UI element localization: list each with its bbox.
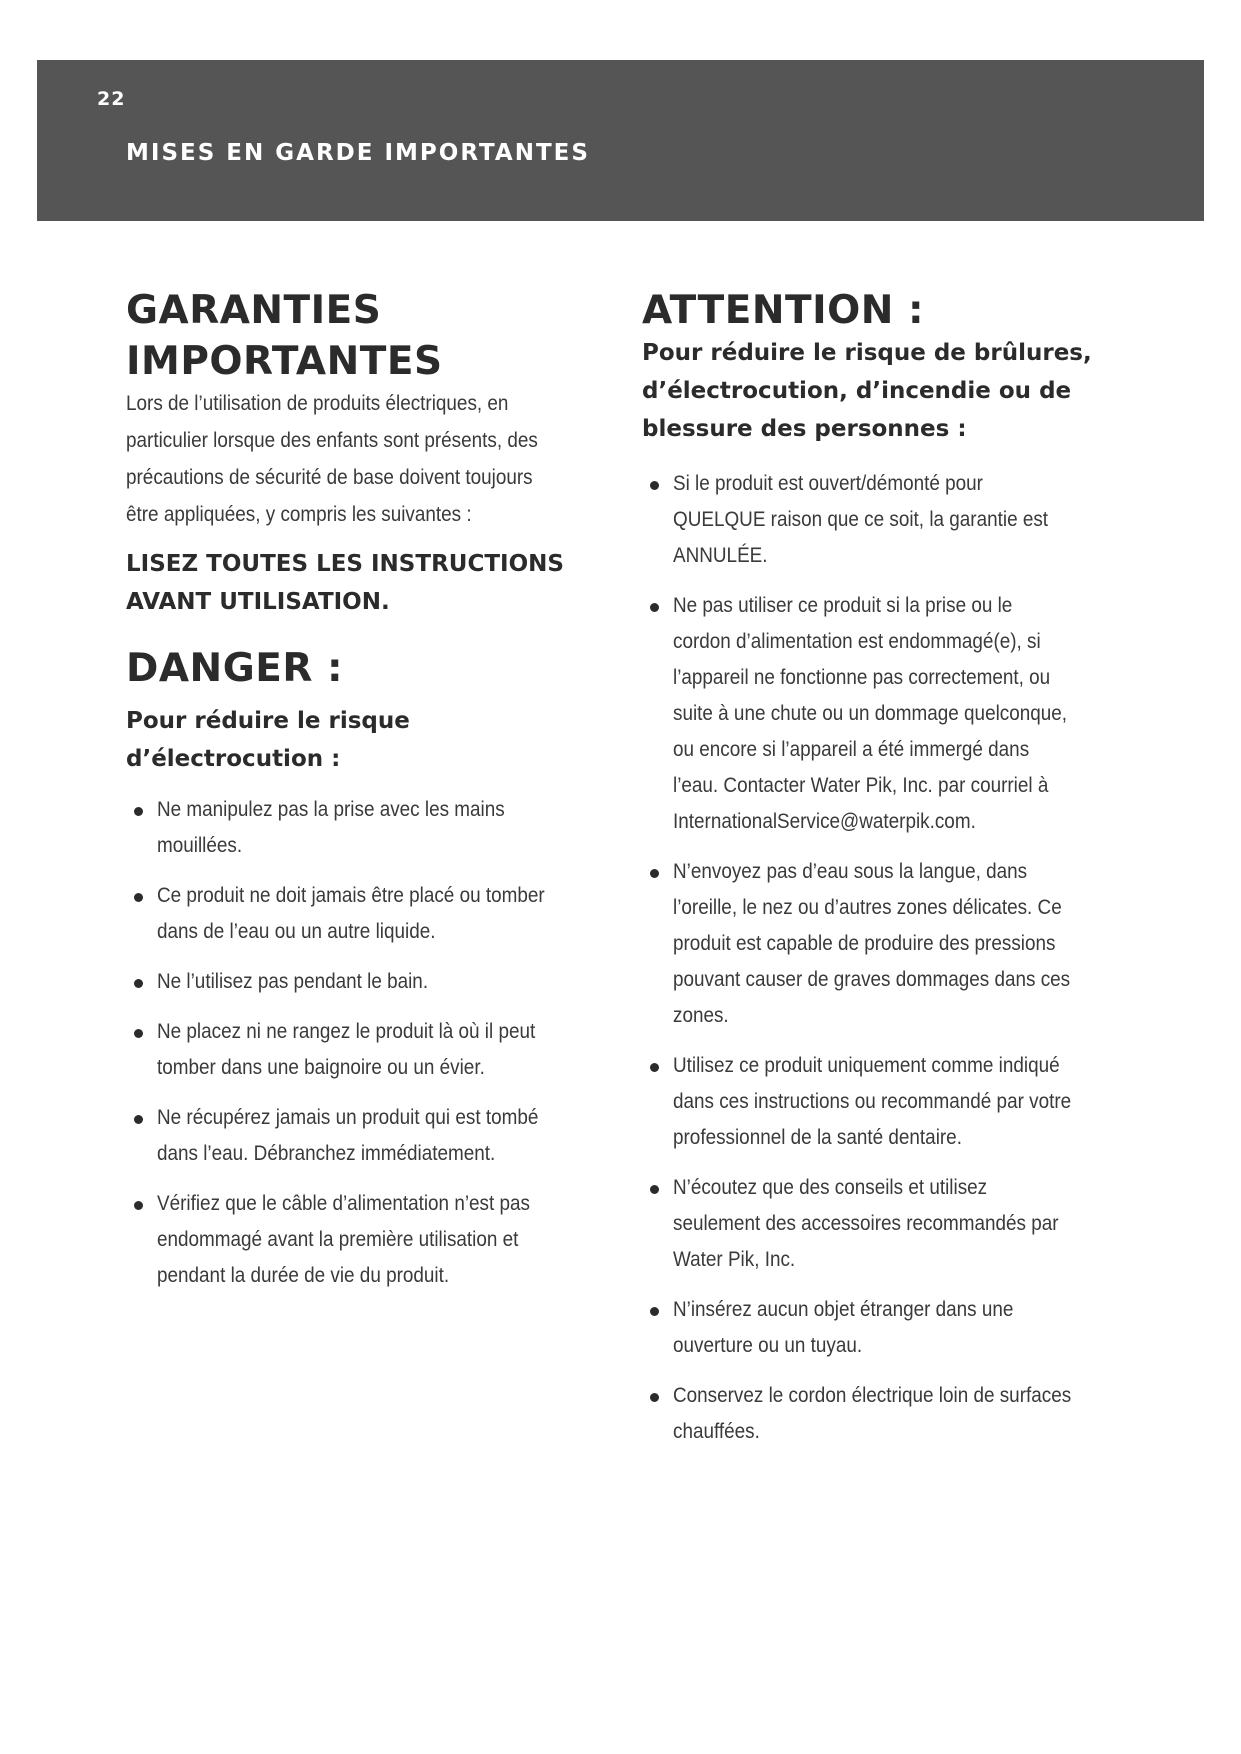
list-item-text [673, 1378, 1112, 1450]
attention-subtitle-line: d’électrocution, d’incendie ou de [642, 378, 1072, 404]
page-number: 22 [97, 88, 126, 110]
list-item-line: Ne l’utilisez pas pendant le bain. [157, 970, 429, 993]
list-item-text [157, 1186, 616, 1294]
list-item [642, 1292, 1112, 1364]
list-item-line: suite à une chute ou un dommage quelconque, [673, 702, 1068, 725]
read-instructions-line: LISEZ TOUTES LES INSTRUCTIONS [126, 551, 564, 577]
list-item-line: mouillées. [157, 834, 243, 857]
list-item-line: ouverture ou un tuyau. [673, 1334, 863, 1357]
danger-subtitle-line: Pour réduire le risque [126, 708, 410, 734]
list-item-line: produit est capable de produire des pressions [673, 932, 1056, 955]
list-item-line: cordon d’alimentation est endommagé(e), si [673, 630, 1041, 653]
bullet-icon [134, 893, 143, 902]
safeguards-title-line: GARANTIES [126, 288, 382, 333]
danger-list [126, 792, 616, 1294]
list-item-text [157, 878, 616, 950]
list-item-line: Si le produit est ouvert/démonté pour [673, 472, 983, 495]
attention-list [642, 466, 1112, 1450]
list-item-text [673, 466, 1112, 574]
list-item [642, 854, 1112, 1034]
list-item [126, 792, 616, 864]
list-item-line: chauffées. [673, 1420, 760, 1443]
list-item-line: l’oreille, le nez ou d’autres zones délicates. Ce [673, 896, 1062, 919]
bullet-icon [134, 1029, 143, 1038]
list-item-line: Ne pas utiliser ce produit si la prise ou le [673, 594, 1013, 617]
intro-line: être appliquées, y compris les suivantes : [126, 503, 472, 526]
list-item-line: N’écoutez que des conseils et utilisez [673, 1176, 988, 1199]
list-item-line: Vérifiez que le câble d’alimentation n’est pas [157, 1192, 530, 1215]
bullet-icon [650, 869, 659, 878]
bullet-icon [650, 603, 659, 612]
list-item [642, 1048, 1112, 1156]
bullet-icon [650, 1393, 659, 1402]
list-item [126, 964, 616, 1000]
list-item-line: Water Pik, Inc. [673, 1248, 796, 1271]
list-item-line: Ne manipulez pas la prise avec les mains [157, 798, 505, 821]
list-item-line: endommagé avant la première utilisation et [157, 1228, 519, 1251]
list-item-line: QUELQUE raison que ce soit, la garantie est [673, 508, 1049, 531]
list-item-line: pouvant causer de graves dommages dans ces [673, 968, 1071, 991]
attention-subtitle-line: blessure des personnes : [642, 416, 967, 442]
list-item-line: pendant la durée de vie du produit. [157, 1264, 450, 1287]
bullet-icon [134, 979, 143, 988]
list-item-text [157, 1100, 616, 1172]
read-instructions-line: AVANT UTILISATION. [126, 589, 390, 615]
list-item-line: Utilisez ce produit uniquement comme indiqué [673, 1054, 1060, 1077]
attention-subtitle-line: Pour réduire le risque de brûlures, [642, 340, 1092, 366]
safeguards-title [126, 285, 616, 387]
list-item-line: professionnel de la santé dentaire. [673, 1126, 962, 1149]
list-item-line: N’insérez aucun objet étranger dans une [673, 1298, 1014, 1321]
list-item [126, 1014, 616, 1086]
list-item-line: ANNULÉE. [673, 544, 768, 567]
header-band [37, 60, 1204, 221]
list-item-line: tomber dans une baignoire ou un évier. [157, 1056, 485, 1079]
list-item-text [673, 588, 1112, 840]
section-title: MISES EN GARDE IMPORTANTES [126, 140, 590, 166]
list-item [642, 1170, 1112, 1278]
list-item-text [157, 964, 616, 1000]
danger-title: DANGER : [126, 646, 344, 691]
bullet-icon [134, 807, 143, 816]
list-item-line: N’envoyez pas d’eau sous la langue, dans [673, 860, 1028, 883]
danger-subtitle [126, 702, 616, 778]
list-item-line: Ne récupérez jamais un produit qui est tombé [157, 1106, 539, 1129]
list-item-line: l’appareil ne fonctionne pas correctement, ou [673, 666, 1051, 689]
list-item-line: l’eau. Contacter Water Pik, Inc. par courriel à [673, 774, 1049, 797]
list-item-line: seulement des accessoires recommandés par [673, 1212, 1059, 1235]
list-item-line: InternationalService@waterpik.com. [673, 810, 976, 833]
read-instructions-notice [126, 545, 616, 621]
right-column [642, 285, 1112, 1450]
attention-subtitle [642, 334, 1112, 448]
list-item [642, 1378, 1112, 1450]
list-item-line: ou encore si l’appareil a été immergé dans [673, 738, 1030, 761]
list-item [642, 466, 1112, 574]
intro-line: précautions de sécurité de base doivent toujours [126, 466, 533, 489]
list-item-text [157, 792, 616, 864]
list-item [126, 878, 616, 950]
list-item-line: Conservez le cordon électrique loin de surfaces [673, 1384, 1072, 1407]
bullet-icon [134, 1201, 143, 1210]
bullet-icon [650, 1063, 659, 1072]
intro-line: Lors de l’utilisation de produits électriques, en [126, 392, 509, 415]
list-item [126, 1186, 616, 1294]
list-item-text [673, 854, 1112, 1034]
list-item-text [673, 1292, 1112, 1364]
list-item-line: Ne placez ni ne rangez le produit là où il peut [157, 1020, 536, 1043]
bullet-icon [650, 1307, 659, 1316]
list-item-line: dans l’eau. Débranchez immédiatement. [157, 1142, 496, 1165]
bullet-icon [134, 1115, 143, 1124]
attention-title: ATTENTION : [642, 288, 925, 333]
bullet-icon [650, 481, 659, 490]
intro-paragraph [126, 385, 616, 533]
danger-subtitle-line: d’électrocution : [126, 746, 341, 772]
list-item-line: dans de l’eau ou un autre liquide. [157, 920, 436, 943]
list-item-line: dans ces instructions ou recommandé par votre [673, 1090, 1072, 1113]
bullet-icon [650, 1185, 659, 1194]
left-column [126, 285, 616, 1294]
list-item-text [673, 1048, 1112, 1156]
list-item [126, 1100, 616, 1172]
list-item-text [673, 1170, 1112, 1278]
safeguards-title-line: IMPORTANTES [126, 339, 443, 384]
list-item-line: Ce produit ne doit jamais être placé ou tomber [157, 884, 545, 907]
list-item-text [157, 1014, 616, 1086]
list-item [642, 588, 1112, 840]
list-item-line: zones. [673, 1004, 729, 1027]
intro-line: particulier lorsque des enfants sont présents, des [126, 429, 538, 452]
